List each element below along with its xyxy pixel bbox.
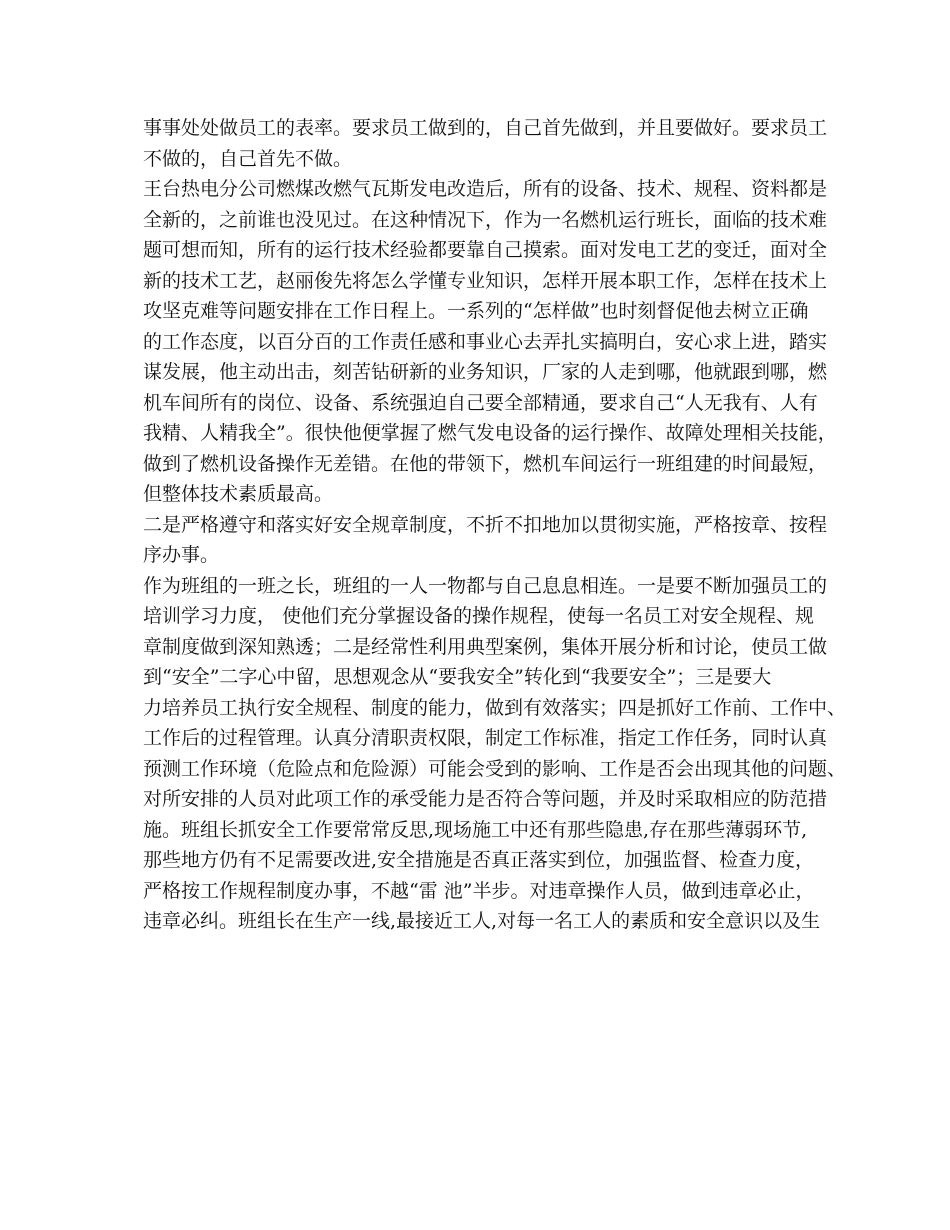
text-line: 但整体技术素质最高。 bbox=[143, 483, 334, 505]
text-line: 二是严格遵守和落实好安全规章制度，不折不扣地加以贯彻实施，严格按章、按程 bbox=[143, 513, 828, 536]
text-line: 施。班组长抓安全工作要常常反思,现场施工中还有那些隐患,存在那些薄弱环节, bbox=[143, 818, 808, 841]
text-line: 作为班组的一班之长，班组的一人一物都与自己息息相连。一是要不断加强员工的 bbox=[143, 574, 828, 597]
text-line: 不做的，自己首先不做。 bbox=[143, 147, 353, 170]
text-line: 题可想而知，所有的运行技术经验都要靠自己摸索。面对发电工艺的变迁，面对全 bbox=[143, 239, 828, 261]
text-line: 序办事。 bbox=[143, 544, 220, 566]
text-line: 机车间所有的岗位、设备、系统强迫自己要全部精通，要求自己“人无我有、人有 bbox=[143, 391, 818, 414]
text-line: 培训学习力度， 使他们充分掌握设备的操作规程，使每一名员工对安全规程、规 bbox=[143, 605, 815, 627]
text-line: 章制度做到深知熟透；二是经常性利用典型案例，集体开展分析和讨论，使员工做 bbox=[143, 635, 828, 658]
text-line: 违章必纠。班组长在生产一线,最接近工人,对每一名工人的素质和安全意识以及生 bbox=[143, 910, 821, 932]
text-line: 攻坚克难等问题安排在工作日程上。一系列的“怎样做”也时刻督促他去树立正确 bbox=[143, 300, 809, 322]
text-line: 新的技术工艺，赵丽俊先将怎么学懂专业知识，怎样开展本职工作，怎样在技术上 bbox=[143, 269, 828, 292]
text-line: 工作后的过程管理。认真分清职责权限，制定工作标准，指定工作任务，同时认真 bbox=[143, 727, 828, 749]
text-line: 的工作态度，以百分百的工作责任感和事业心去弄扎实搞明白，安心求上进，踏实 bbox=[143, 330, 828, 353]
text-line: 对所安排的人员对此项工作的承受能力是否符合等问题，并及时采取相应的防范措 bbox=[143, 788, 828, 810]
text-line: 力培养员工执行安全规程、制度的能力，做到有效落实；四是抓好工作前、工作中、 bbox=[143, 696, 847, 719]
text-line: 王台热电分公司燃煤改燃气瓦斯发电改造后，所有的设备、技术、规程、资料都是 bbox=[143, 178, 828, 200]
text-line: 预测工作环境（危险点和危险源）可能会受到的影响、工作是否会出现其他的问题、 bbox=[143, 757, 847, 780]
text-line: 做到了燃机设备操作无差错。在他的带领下，燃机车间运行一班组建的时间最短， bbox=[143, 452, 828, 475]
text-line: 谋发展，他主动出击，刻苦钻研新的业务知识，厂家的人走到哪，他就跟到哪，燃 bbox=[143, 361, 828, 383]
text-line: 我精、人精我全”。很快他便掌握了燃气发电设备的运行操作、故障处理相关技能， bbox=[143, 422, 837, 444]
text-line: 那些地方仍有不足需要改进,安全措施是否真正落实到位，加强监督、检查力度， bbox=[143, 849, 815, 871]
text-line: 全新的，之前谁也没见过。在这种情况下，作为一名燃机运行班长，面临的技术难 bbox=[143, 208, 828, 231]
document-body bbox=[143, 113, 847, 937]
text-line: 到“安全”二字心中留，思想观念从“要我安全”转化到“我要安全”；三是要大 bbox=[143, 666, 772, 688]
text-line: 严格按工作规程制度办事，不越“雷 池”半步。对违章操作人员，做到违章必止， bbox=[143, 879, 815, 902]
text-line: 事事处处做员工的表率。要求员工做到的，自己首先做到，并且要做好。要求员工 bbox=[143, 117, 828, 139]
